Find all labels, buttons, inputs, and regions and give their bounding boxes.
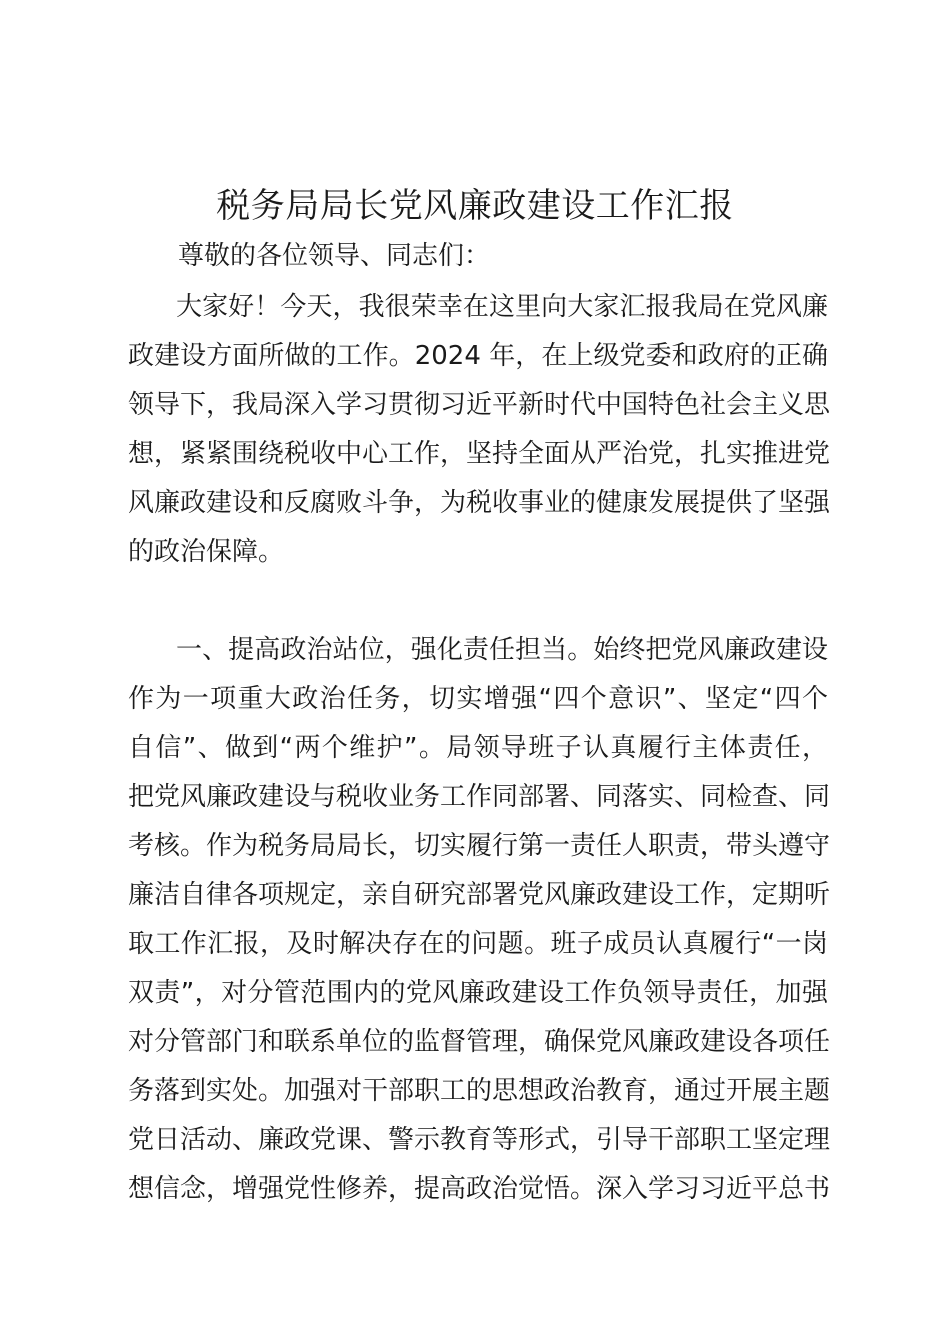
paragraph-line: 自信”、做到“两个维护”。局领导班子认真履行主体责任， <box>128 733 828 763</box>
paragraph-line: 双责”，对分管范围内的党风廉政建设工作负领导责任，加强 <box>128 978 828 1008</box>
paragraph-line: 取工作汇报，及时解决存在的问题。班子成员认真履行“一岗 <box>128 929 828 959</box>
salutation: 尊敬的各位领导、同志们： <box>178 241 491 271</box>
paragraph-line: 考核。作为税务局局长，切实履行第一责任人职责，带头遵守 <box>128 831 831 861</box>
paragraph-line: 领导下，我局深入学习贯彻习近平新时代中国特色社会主义思 <box>128 390 831 420</box>
paragraph-line: 廉洁自律各项规定，亲自研究部署党风廉政建设工作，定期听 <box>128 880 831 910</box>
paragraph-line: 作为一项重大政治任务，切实增强“四个意识”、坚定“四个 <box>128 684 828 714</box>
paragraph-line: 的政治保障。 <box>128 537 285 567</box>
paragraph-line: 想信念，增强党性修养，提高政治觉悟。深入学习习近平总书 <box>128 1174 831 1204</box>
document-body <box>128 283 831 1214</box>
paragraph-line: 一、提高政治站位，强化责任担当。始终把党风廉政建设 <box>176 635 828 665</box>
document-title: 税务局局长党风廉政建设工作汇报 <box>216 186 734 226</box>
paragraph-line: 把党风廉政建设与税收业务工作同部署、同落实、同检查、同 <box>128 782 831 812</box>
paragraph-line: 想，紧紧围绕税收中心工作，坚持全面从严治党，扎实推进党 <box>128 439 831 469</box>
paragraph-line: 政建设方面所做的工作。2024 年，在上级党委和政府的正确 <box>128 341 828 371</box>
paragraph-line: 务落到实处。加强对干部职工的思想政治教育，通过开展主题 <box>128 1076 831 1106</box>
paragraph-line: 对分管部门和联系单位的监督管理，确保党风廉政建设各项任 <box>128 1027 831 1057</box>
paragraph-line: 风廉政建设和反腐败斗争，为税收事业的健康发展提供了坚强 <box>128 488 831 518</box>
paragraph-line: 党日活动、廉政党课、警示教育等形式，引导干部职工坚定理 <box>128 1125 831 1155</box>
paragraph-spacer <box>128 577 828 626</box>
paragraph-line: 大家好！今天，我很荣幸在这里向大家汇报我局在党风廉 <box>176 292 828 322</box>
